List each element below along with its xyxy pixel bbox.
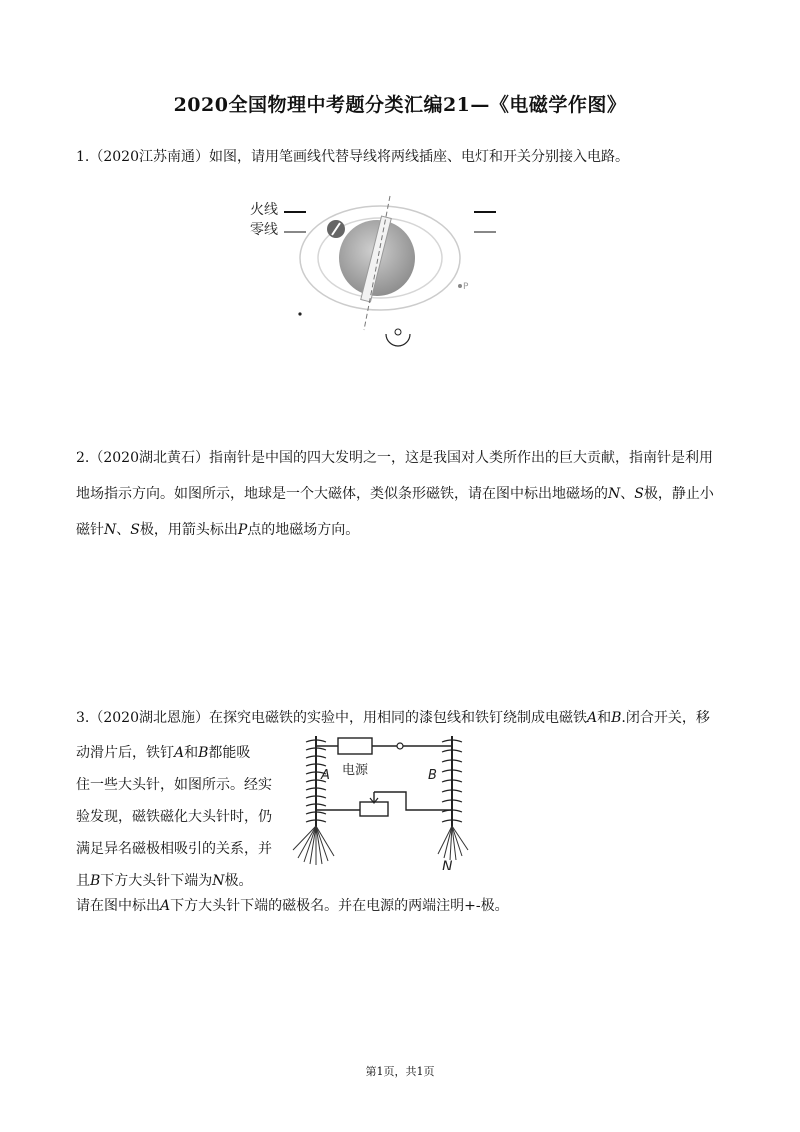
question-3-line-1: 3.（2020湖北恩施）在探究电磁铁的实验中，用相同的漆包线和铁钉绕制成电磁铁A和B.闭合开关，移 <box>76 710 710 726</box>
wire-bottom-right <box>374 792 452 810</box>
power-source-box <box>338 738 372 754</box>
live-wire-label: 火线 <box>250 202 278 218</box>
question-2-line-1: 2.（2020湖北黄石）指南针是中国的四大发明之一，这是我国对人类所作出的巨大贡献，指南针是利用 <box>76 450 713 466</box>
question-1-figure <box>240 190 500 350</box>
power-source-label: 电源 <box>342 763 369 778</box>
label-b: B <box>428 768 437 783</box>
page-title: 2020全国物理中考题分类汇编21—《电磁学作图》 <box>173 94 627 116</box>
question-3-last-line: 请在图中标出A下方大头针下端的磁极名。并在电源的两端注明+-极。 <box>76 898 509 914</box>
question-2-text <box>76 440 726 548</box>
page-footer: 第1页，共1页 <box>365 1065 435 1078</box>
bottom-circle <box>395 329 401 335</box>
neutral-wire-label: 零线 <box>250 222 278 238</box>
question-2-line-3: 磁针N、S极，用箭头标出P点的地磁场方向。 <box>76 522 360 538</box>
question-3-side-line-1: 动滑片后，铁钉A和B都能吸 <box>76 745 251 761</box>
question-3-side-line-3: 验发现，磁铁磁化大头针时，仍 <box>76 809 272 825</box>
question-3-side-line-4: 满足异名磁极相吸引的关系，并 <box>76 841 272 857</box>
question-3-side-line-2: 住一些大头针，如图所示。经实 <box>76 777 272 793</box>
switch-terminal <box>397 743 403 749</box>
marker-dot <box>298 312 301 315</box>
question-3-figure <box>290 730 480 870</box>
question-3-side-line-5: 且B下方大头针下端为N极。 <box>76 873 253 889</box>
point-p-label: P <box>463 282 469 292</box>
rheostat <box>360 802 388 816</box>
pins-a <box>293 826 334 865</box>
bottom-arc <box>386 334 410 346</box>
question-2-line-2: 地场指示方向。如图所示，地球是一个大磁体，类似条形磁铁，请在图中标出地磁场的N、S极，静止小 <box>76 486 714 502</box>
question-1-text: 1.（2020江苏南通）如图，请用笔画线代替导线将两线插座、电灯和开关分别接入电路。 <box>76 149 629 165</box>
point-p-dot <box>458 284 462 288</box>
label-a: A <box>321 768 330 783</box>
pins-b <box>438 826 468 860</box>
question-3-side-text <box>76 737 286 897</box>
label-n: N <box>442 859 453 870</box>
